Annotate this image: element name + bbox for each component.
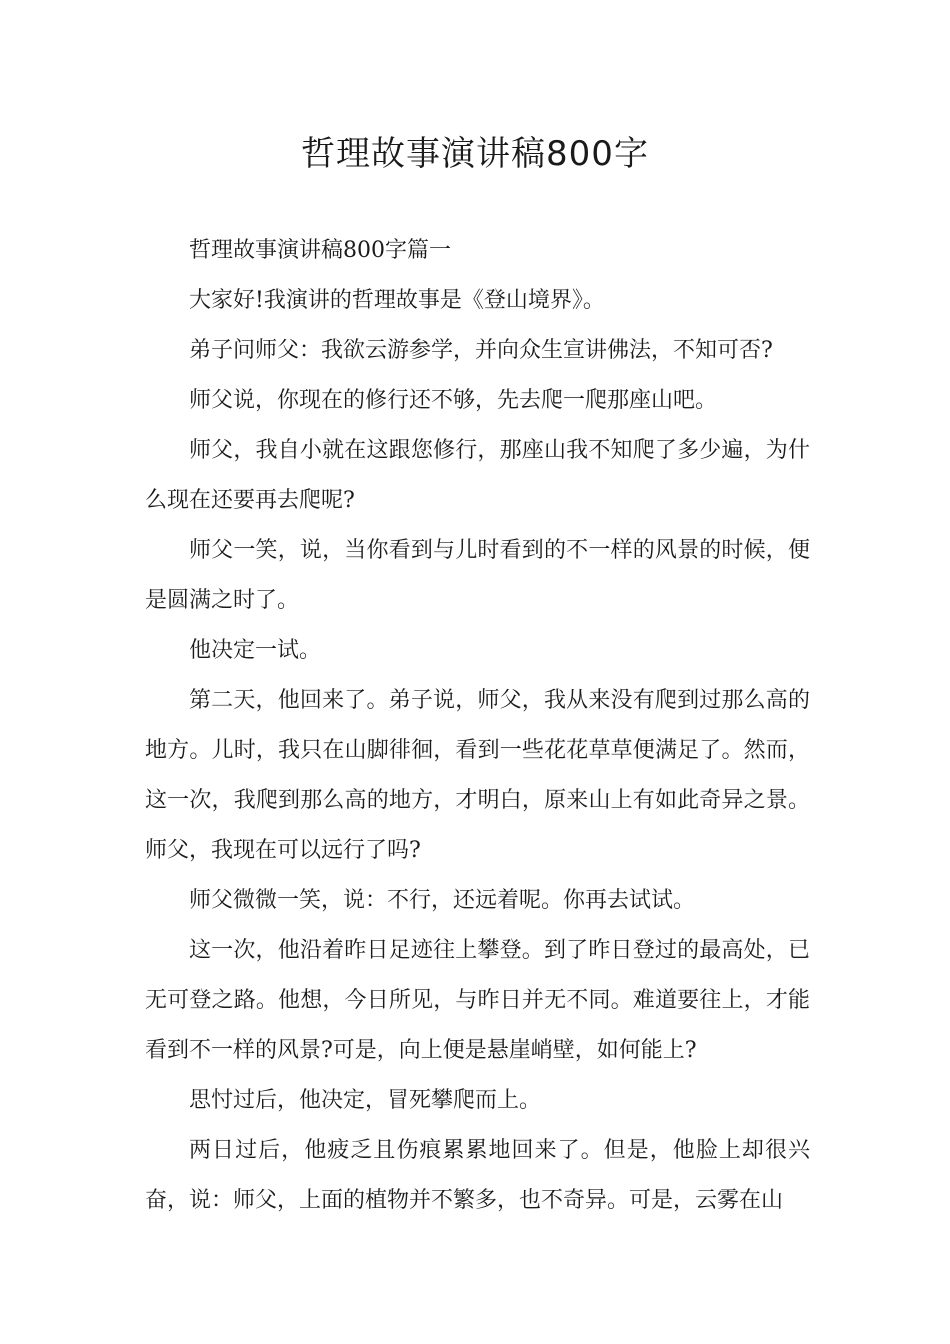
paragraph: 师父，我自小就在这跟您修行，那座山我不知爬了多少遍，为什么现在还要再去爬呢? — [145, 438, 810, 513]
document-body — [145, 226, 810, 1226]
paragraph-heading: 哲理故事演讲稿800字篇一 — [189, 238, 451, 263]
paragraph: 师父一笑，说，当你看到与儿时看到的不一样的风景的时候，便是圆满之时了。 — [145, 538, 810, 613]
paragraph: 第二天，他回来了。弟子说，师父，我从来没有爬到过那么高的地方。儿时，我只在山脚徘徊，看到一些花花草草便满足了。然而，这一次，我爬到那么高的地方，才明白，原来山上有如此奇异之景。师父，我现在可以远行了吗? — [145, 688, 810, 863]
paragraph: 思忖过后，他决定，冒死攀爬而上。 — [189, 1088, 542, 1113]
paragraph: 他决定一试。 — [189, 638, 322, 663]
document-title: 哲理故事演讲稿800字 — [301, 134, 649, 174]
paragraph: 弟子问师父：我欲云游参学，并向众生宣讲佛法，不知可否? — [189, 338, 773, 363]
paragraph: 两日过后，他疲乏且伤痕累累地回来了。但是，他脸上却很兴奋，说：师父，上面的植物并不繁多，也不奇异。可是，云雾在山 — [145, 1138, 810, 1213]
paragraph: 大家好!我演讲的哲理故事是《登山境界》。 — [189, 288, 605, 313]
paragraph: 师父微微一笑，说：不行，还远着呢。你再去试试。 — [189, 888, 696, 913]
paragraph: 这一次，他沿着昨日足迹往上攀登。到了昨日登过的最高处，已无可登之路。他想，今日所见，与昨日并无不同。难道要往上，才能看到不一样的风景?可是，向上便是悬崖峭壁，如何能上? — [145, 938, 810, 1063]
paragraph: 师父说，你现在的修行还不够，先去爬一爬那座山吧。 — [189, 388, 718, 413]
